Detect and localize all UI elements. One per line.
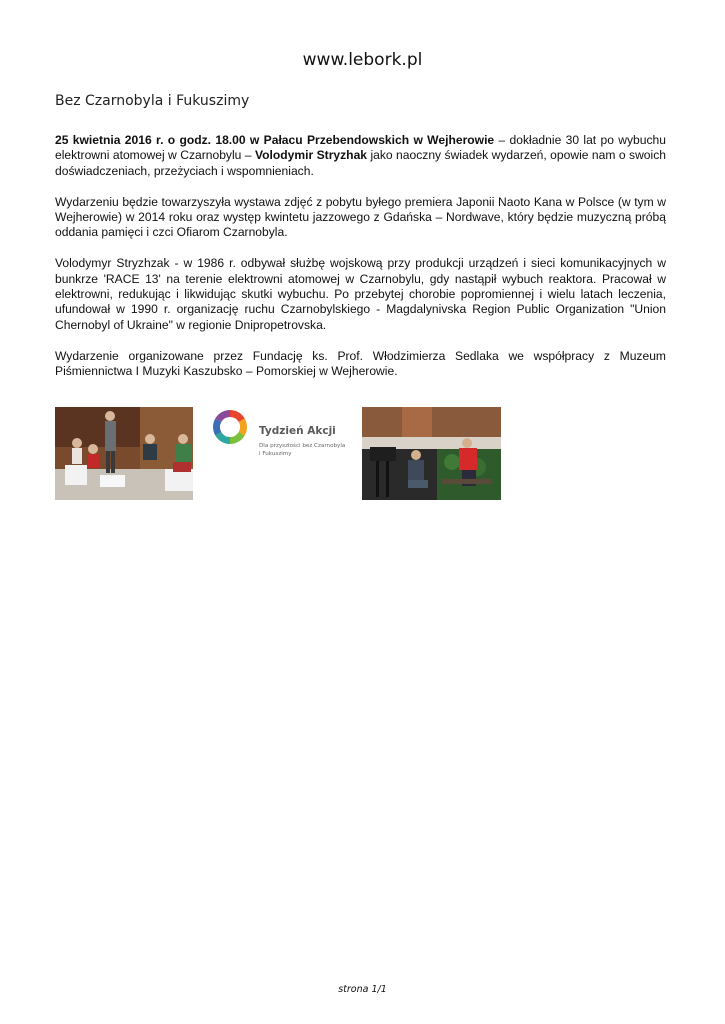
- photo-filming-outdoors: [362, 407, 501, 500]
- logo-tydzien-akcji: [207, 407, 357, 500]
- article-body: [55, 133, 666, 395]
- intro-text-1: – dokładnie 30 lat po wybuchu elektrowni atomowej w Czarnobylu –: [55, 133, 666, 163]
- paragraph-biography: Volodymyr Stryzhzak - w 1986 r. odbywał służbę wojskową przy produkcji urządzeń i sieci komunikacyjnych w bunkrze 'RACE 13' na terenie elektrowni atomowej w Czarnobylu, gdy nastąpił wybuch reaktora. Pracował w elektrowni, redukując i likwidując skutki wybuchu. Po przebytej chorobie popromiennej i wielu latach leczenia, ufundował w 1990 r. organizację ruchu Czarnobylskiego - Magdalynivska Region Public Organization "Union Chernobyl of Ukraine" w regionie Dnipropetrovska.: [55, 256, 666, 332]
- logo-subtitle: Dla przyszłości bez Czarnobyla: [259, 443, 346, 449]
- page-number-footer: strona 1/1: [338, 984, 387, 995]
- paragraph-organizers: Wydarzenie organizowane przez Fundację ks. Prof. Włodzimierza Sedlaka we współpracy z Muzeum Piśmiennictwa I Muzyki Kaszubsko – Pomorskiej w Wejherowie.: [55, 348, 666, 379]
- image-strip: [55, 407, 666, 500]
- intro-text-2: jako naoczny świadek wydarzeń, opowie nam o swoich doświadczeniach, przeżyciach i wspomnieniach.: [55, 148, 666, 178]
- site-url-header: www.lebork.pl: [302, 50, 423, 70]
- paragraph-intro: [55, 133, 666, 179]
- paragraph-exhibition: Wydarzeniu będzie towarzyszyła wystawa zdjęć z pobytu byłego premiera Japonii Naoto Kana w Polsce (w tym w Wejherowie) w 2014 roku oraz występ kwintetu jazzowego z Gdańska – Nordwave, który będzie muzyczną próbą oddania pamięci i czci Ofiarom Czarnobyla.: [55, 194, 666, 240]
- speaker-name: Volodymir Stryzhak: [254, 148, 368, 163]
- logo-title: Tydzień Akcji: [259, 425, 336, 437]
- logo-subtitle-2: i Fukuszimy: [259, 451, 292, 457]
- event-date-place: 25 kwietnia 2016 r. o godz. 18.00 w Pałacu Przebendowskich w Wejherowie: [55, 133, 495, 147]
- photo-panel-discussion: [55, 407, 193, 500]
- article-title: Bez Czarnobyla i Fukuszimy: [55, 93, 250, 109]
